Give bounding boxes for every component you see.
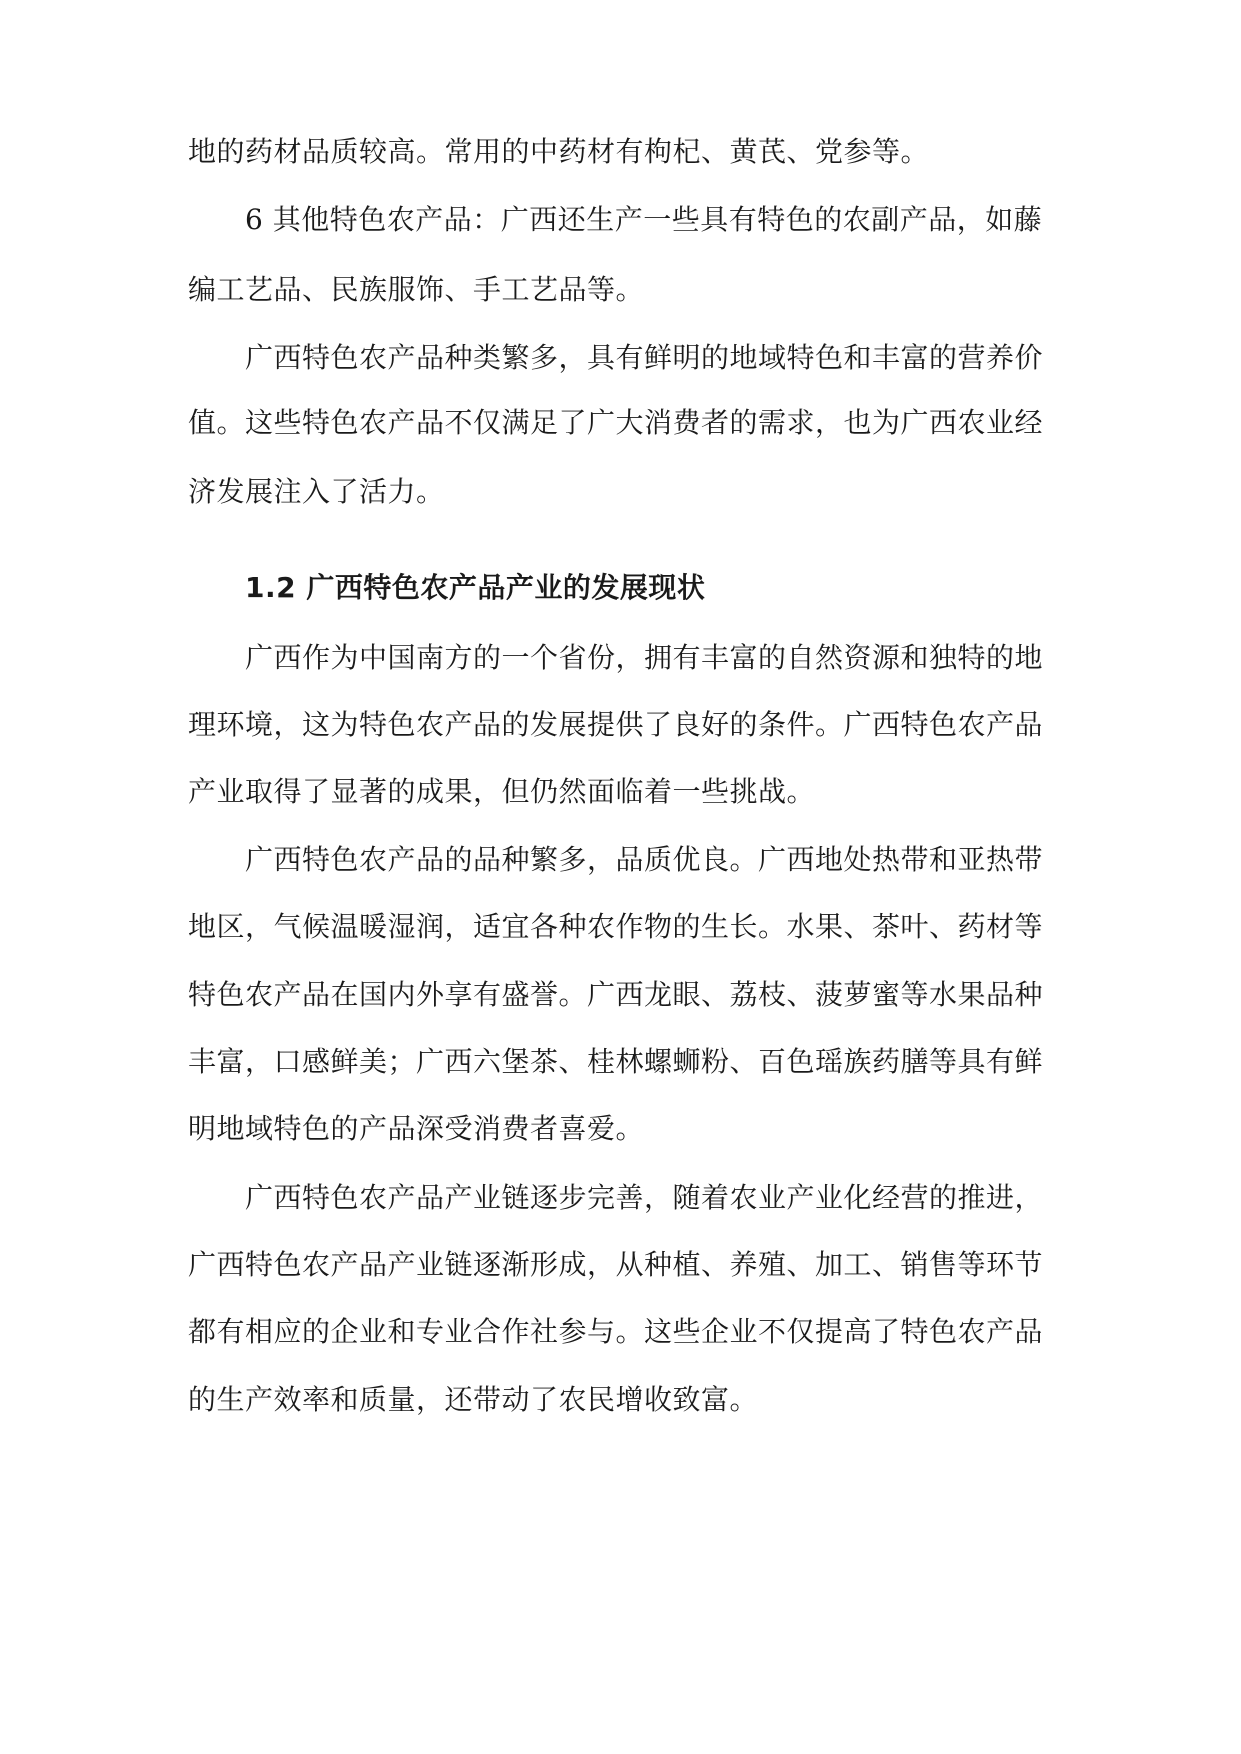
paragraph-line: 理环境，这为特色农产品的发展提供了良好的条件。广西特色农产品 xyxy=(188,708,1044,741)
paragraph-line: 值。这些特色农产品不仅满足了广大消费者的需求，也为广西农业经 xyxy=(188,406,1044,439)
paragraph-line: 广西特色农产品种类繁多，具有鲜明的地域特色和丰富的营养价 xyxy=(245,341,1044,374)
paragraph-line: 广西作为中国南方的一个省份，拥有丰富的自然资源和独特的地 xyxy=(245,641,1044,674)
paragraph-line: 济发展注入了活力。 xyxy=(188,475,445,508)
paragraph-line: 地区，气候温暖湿润，适宜各种农作物的生长。水果、茶叶、药材等 xyxy=(188,910,1044,943)
paragraph-line: 明地域特色的产品深受消费者喜爱。 xyxy=(188,1112,645,1145)
paragraph-line: 广西特色农产品产业链逐步完善，随着农业产业化经营的推进， xyxy=(245,1181,1044,1214)
paragraph-line: 编工艺品、民族服饰、手工艺品等。 xyxy=(188,273,645,306)
paragraph-line: 都有相应的企业和专业合作社参与。这些企业不仅提高了特色农产品 xyxy=(188,1315,1044,1348)
paragraph-line: 广西特色农产品产业链逐渐形成，从种植、养殖、加工、销售等环节 xyxy=(188,1248,1044,1281)
paragraph-line: 产业取得了显著的成果，但仍然面临着一些挑战。 xyxy=(188,775,816,808)
paragraph-line: 广西特色农产品的品种繁多，品质优良。广西地处热带和亚热带 xyxy=(245,843,1044,876)
paragraph-line: 特色农产品在国内外享有盛誉。广西龙眼、荔枝、菠萝蜜等水果品种 xyxy=(188,978,1044,1011)
paragraph-line: 地的药材品质较高。常用的中药材有枸杞、黄芪、党参等。 xyxy=(188,135,930,168)
paragraph-line: 6 其他特色农产品：广西还生产一些具有特色的农副产品，如藤 xyxy=(245,203,1043,236)
paragraph-line: 丰富，口感鲜美；广西六堡茶、桂林螺蛳粉、百色瑶族药膳等具有鲜 xyxy=(188,1045,1044,1078)
section-heading: 1.2 广西特色农产品产业的发展现状 xyxy=(245,571,706,604)
paragraph-line: 的生产效率和质量，还带动了农民增收致富。 xyxy=(188,1383,759,1416)
